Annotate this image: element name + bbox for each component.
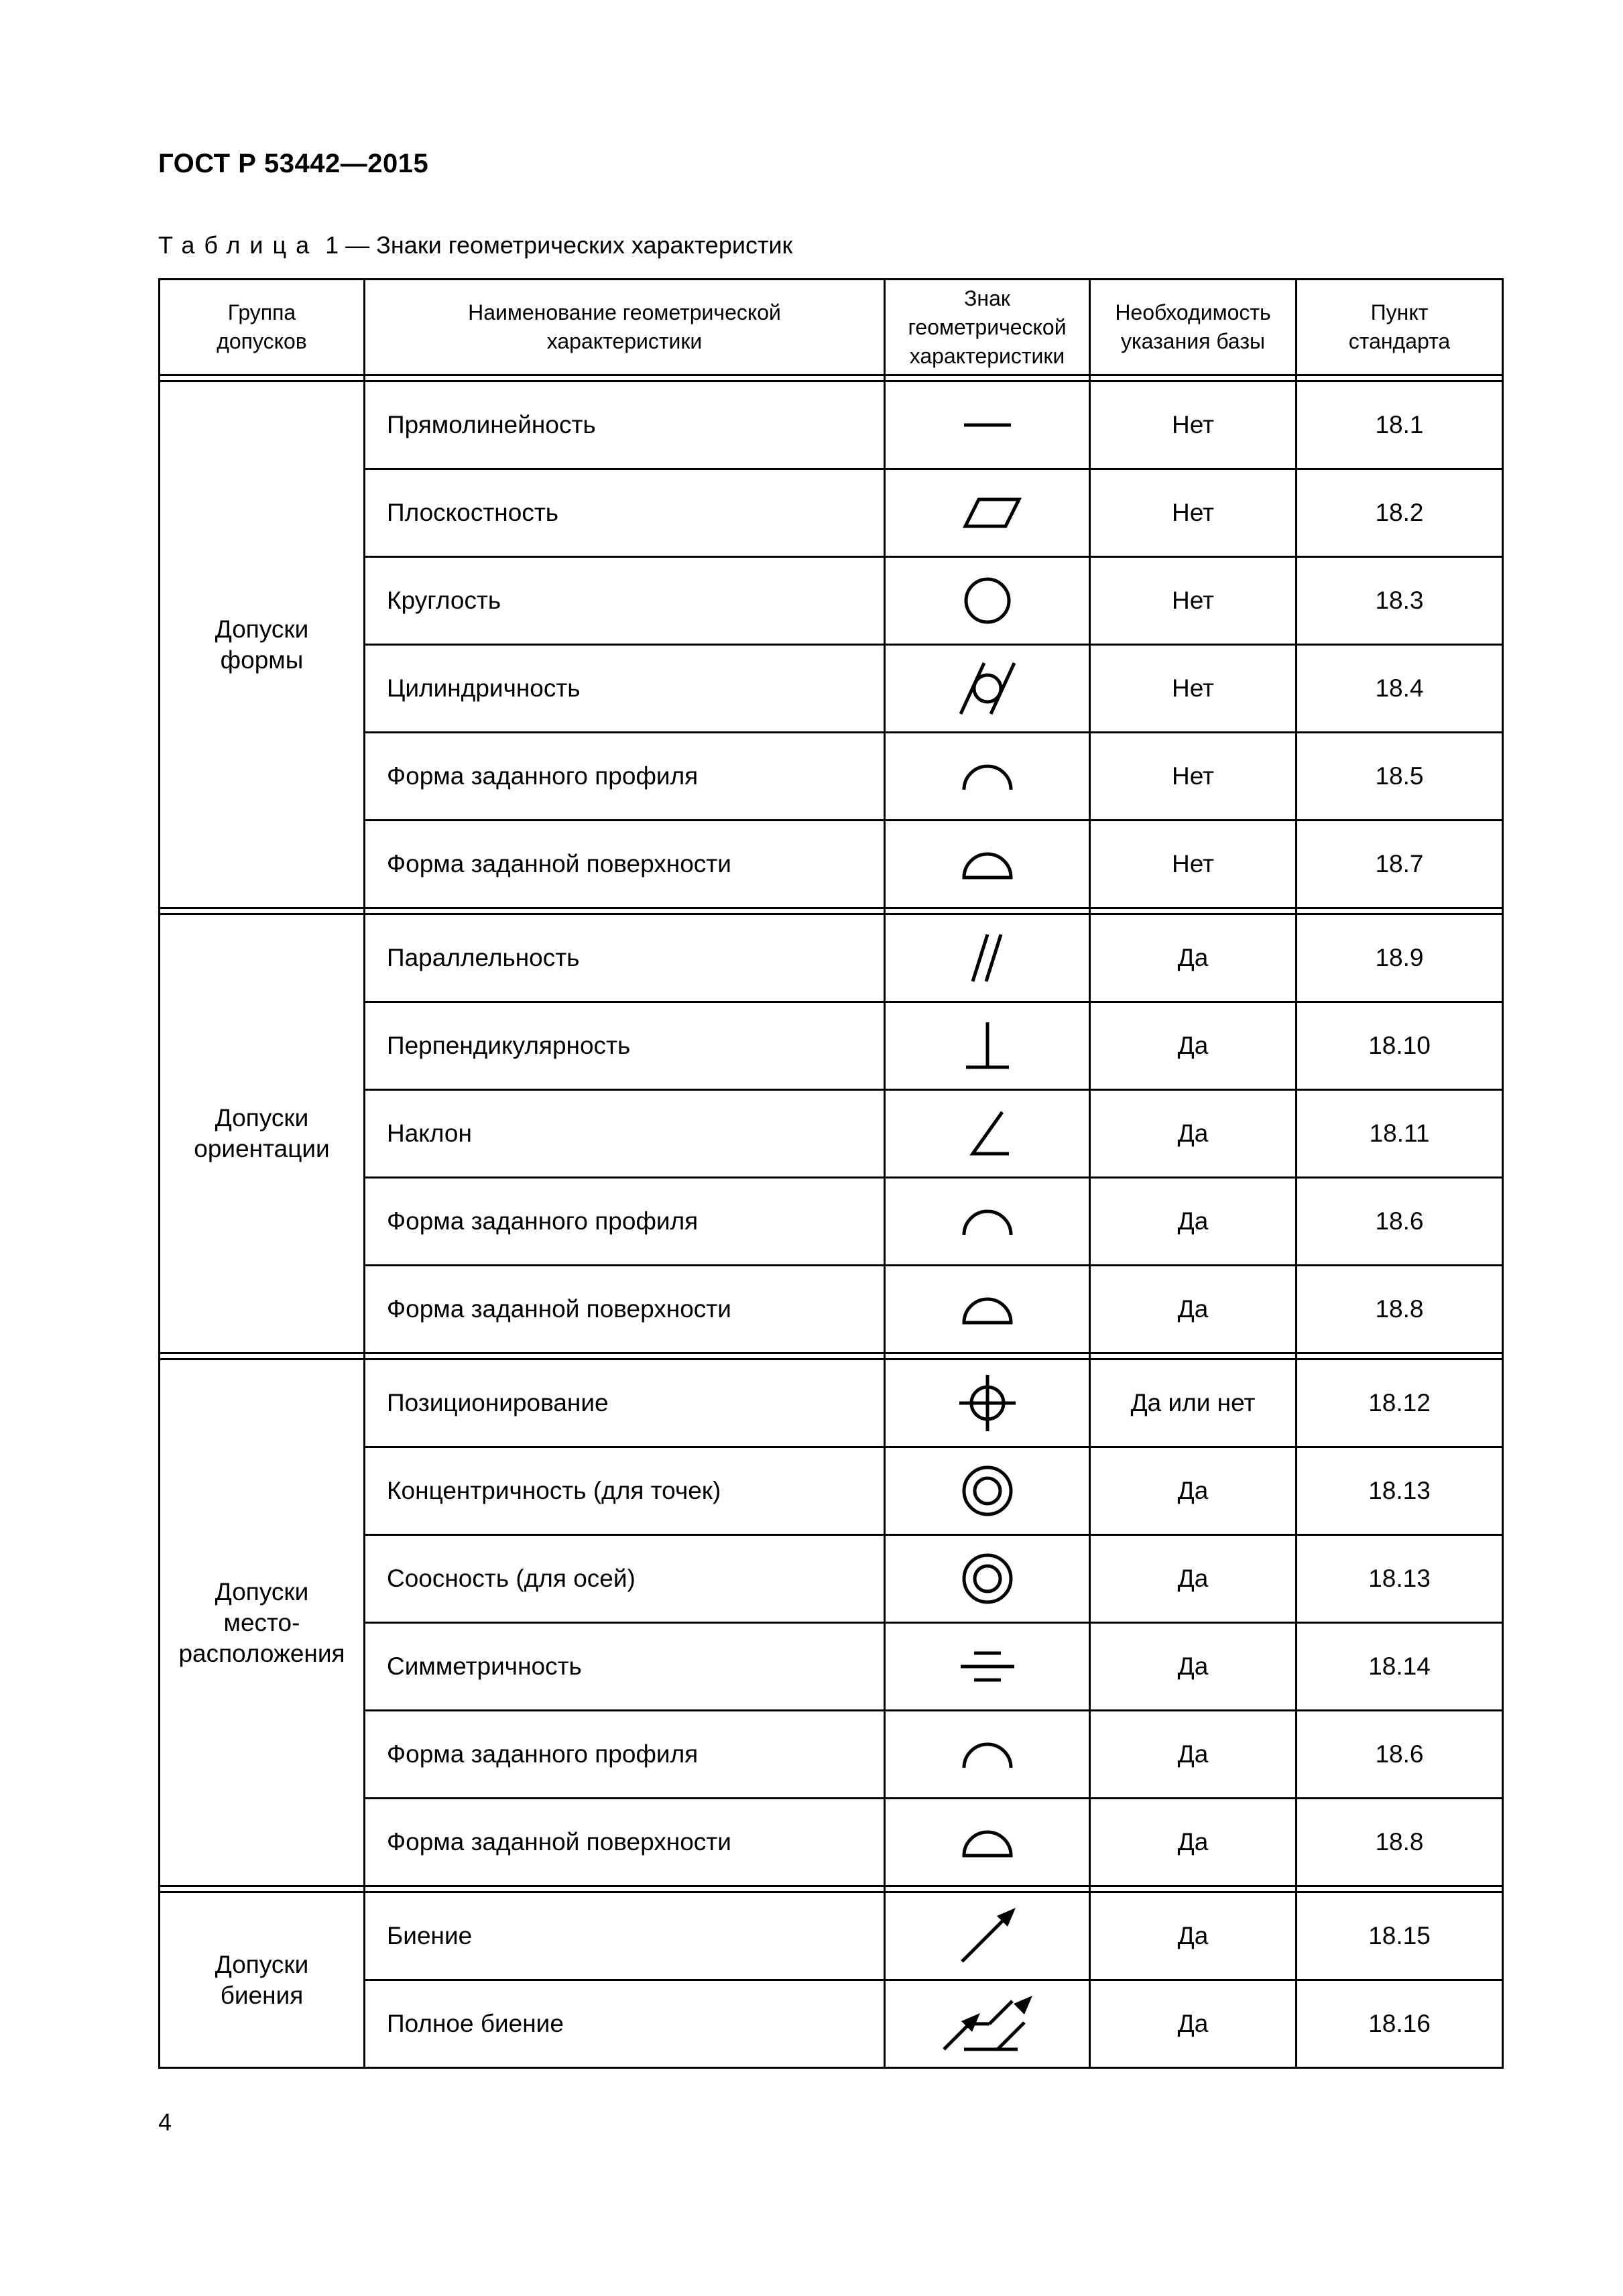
characteristic-name: Перпендикулярность <box>365 1002 885 1090</box>
group-cell <box>160 914 365 1353</box>
standard-clause: 18.16 <box>1297 1980 1503 2068</box>
profile-line-icon <box>886 1195 1089 1248</box>
group-separator <box>160 1353 1503 1360</box>
sign-cell <box>885 1980 1090 2068</box>
standard-clause: 18.13 <box>1297 1447 1503 1535</box>
characteristic-name: Круглость <box>365 557 885 645</box>
characteristic-name: Симметричность <box>365 1623 885 1711</box>
sign-cell <box>885 469 1090 557</box>
total-runout-icon <box>886 1990 1089 2057</box>
separator-cell <box>885 375 1090 381</box>
tolerance-signs-table <box>158 278 1504 2069</box>
separator-cell <box>365 908 885 914</box>
header-group-label: Группа допусков <box>217 300 307 353</box>
base-required: Да <box>1090 1799 1297 1886</box>
header-base <box>1090 280 1297 375</box>
symmetry-icon <box>886 1640 1089 1693</box>
profile-line-icon <box>886 1728 1089 1781</box>
standard-clause: 18.3 <box>1297 557 1503 645</box>
sign-cell <box>885 1360 1090 1447</box>
base-required: Нет <box>1090 381 1297 469</box>
characteristic-name: Форма заданного профиля <box>365 1711 885 1799</box>
profile-line-icon <box>886 749 1089 803</box>
standard-clause: 18.9 <box>1297 914 1503 1002</box>
base-required: Да или нет <box>1090 1360 1297 1447</box>
group-label: Допуски место-расположения <box>178 1577 345 1667</box>
sign-cell <box>885 1623 1090 1711</box>
group-label: Допуски биения <box>215 1950 309 2009</box>
characteristic-name: Плоскостность <box>365 469 885 557</box>
sign-cell <box>885 381 1090 469</box>
separator-cell <box>1297 908 1503 914</box>
table-caption-prefix: Таблица <box>158 231 319 259</box>
base-required: Нет <box>1090 645 1297 733</box>
group-separator <box>160 908 1503 914</box>
characteristic-name: Соосность (для осей) <box>365 1535 885 1623</box>
base-required: Да <box>1090 1178 1297 1266</box>
group-label: Допуски ориентации <box>194 1104 330 1162</box>
standard-clause: 18.6 <box>1297 1178 1503 1266</box>
separator-cell <box>1297 375 1503 381</box>
profile-surface-icon <box>886 1282 1089 1336</box>
parallelism-icon <box>886 931 1089 985</box>
base-required: Да <box>1090 1090 1297 1178</box>
concentricity-icon <box>886 1461 1089 1521</box>
sign-cell <box>885 1711 1090 1799</box>
standard-clause: 18.4 <box>1297 645 1503 733</box>
separator-cell <box>1090 908 1297 914</box>
sign-cell <box>885 1447 1090 1535</box>
base-required: Да <box>1090 1535 1297 1623</box>
separator-cell <box>160 375 365 381</box>
header-group <box>160 280 365 375</box>
standard-clause: 18.2 <box>1297 469 1503 557</box>
roundness-icon <box>886 574 1089 627</box>
table-row <box>160 1892 1503 1980</box>
table-row <box>160 381 1503 469</box>
header-sign-label: Знак геометрической характеристики <box>908 286 1067 368</box>
characteristic-name: Форма заданной поверхности <box>365 821 885 908</box>
table-row <box>160 1360 1503 1447</box>
base-required: Да <box>1090 914 1297 1002</box>
sign-cell <box>885 1535 1090 1623</box>
sign-cell <box>885 1178 1090 1266</box>
perpendicularity-icon <box>886 1019 1089 1073</box>
coaxiality-icon <box>886 1549 1089 1609</box>
profile-surface-icon <box>886 1815 1089 1869</box>
characteristic-name: Форма заданной поверхности <box>365 1799 885 1886</box>
separator-cell <box>885 1353 1090 1360</box>
table-row <box>160 914 1503 1002</box>
separator-cell <box>160 908 365 914</box>
group-cell <box>160 1892 365 2068</box>
standard-clause: 18.14 <box>1297 1623 1503 1711</box>
header-sign <box>885 280 1090 375</box>
separator-cell <box>160 1353 365 1360</box>
characteristic-name: Наклон <box>365 1090 885 1178</box>
characteristic-name: Прямолинейность <box>365 381 885 469</box>
runout-icon <box>886 1902 1089 1970</box>
standard-clause: 18.13 <box>1297 1535 1503 1623</box>
sign-cell <box>885 1892 1090 1980</box>
angularity-icon <box>886 1107 1089 1160</box>
separator-cell <box>1090 1886 1297 1892</box>
sign-cell <box>885 557 1090 645</box>
header-name <box>365 280 885 375</box>
sign-cell <box>885 1002 1090 1090</box>
characteristic-name: Цилиндричность <box>365 645 885 733</box>
sign-cell <box>885 1799 1090 1886</box>
profile-surface-icon <box>886 837 1089 891</box>
standard-clause: 18.5 <box>1297 733 1503 821</box>
group-cell <box>160 381 365 908</box>
base-required: Да <box>1090 1266 1297 1353</box>
characteristic-name: Концентричность (для точек) <box>365 1447 885 1535</box>
page-number: 4 <box>158 2108 172 2136</box>
separator-cell <box>1090 375 1297 381</box>
separator-cell <box>885 908 1090 914</box>
separator-cell <box>1297 1886 1503 1892</box>
table-caption <box>158 231 792 259</box>
base-required: Да <box>1090 1447 1297 1535</box>
group-separator <box>160 1886 1503 1892</box>
separator-cell <box>1297 1353 1503 1360</box>
table-caption-text: 1 — Знаки геометрических характеристик <box>318 231 793 259</box>
sign-cell <box>885 1266 1090 1353</box>
separator-cell <box>885 1886 1090 1892</box>
separator-cell <box>365 1886 885 1892</box>
straightness-icon <box>886 398 1089 452</box>
header-base-label: Необходимость указания базы <box>1115 300 1271 353</box>
separator-cell <box>365 1353 885 1360</box>
standard-clause: 18.6 <box>1297 1711 1503 1799</box>
group-label: Допуски формы <box>215 615 309 674</box>
sign-cell <box>885 1090 1090 1178</box>
characteristic-name: Позиционирование <box>365 1360 885 1447</box>
separator-cell <box>160 1886 365 1892</box>
base-required: Да <box>1090 1892 1297 1980</box>
standard-clause: 18.10 <box>1297 1002 1503 1090</box>
separator-cell <box>365 375 885 381</box>
standard-clause: 18.11 <box>1297 1090 1503 1178</box>
base-required: Нет <box>1090 821 1297 908</box>
base-required: Нет <box>1090 469 1297 557</box>
standard-clause: 18.1 <box>1297 381 1503 469</box>
sign-cell <box>885 733 1090 821</box>
characteristic-name: Параллельность <box>365 914 885 1002</box>
cylindricity-icon <box>886 662 1089 715</box>
base-required: Нет <box>1090 557 1297 645</box>
standard-clause: 18.8 <box>1297 1799 1503 1886</box>
document-header: ГОСТ Р 53442—2015 <box>158 149 429 178</box>
separator-cell <box>1090 1353 1297 1360</box>
sign-cell <box>885 914 1090 1002</box>
base-required: Да <box>1090 1623 1297 1711</box>
table-header-row <box>160 280 1503 375</box>
sign-cell <box>885 821 1090 908</box>
standard-clause: 18.8 <box>1297 1266 1503 1353</box>
standard-clause: 18.7 <box>1297 821 1503 908</box>
standard-clause: 18.15 <box>1297 1892 1503 1980</box>
sign-cell <box>885 645 1090 733</box>
characteristic-name: Форма заданного профиля <box>365 733 885 821</box>
header-clause <box>1297 280 1503 375</box>
characteristic-name: Форма заданной поверхности <box>365 1266 885 1353</box>
group-separator <box>160 375 1503 381</box>
table-body <box>160 375 1503 2068</box>
flatness-icon <box>886 486 1089 540</box>
base-required: Да <box>1090 1002 1297 1090</box>
group-cell <box>160 1360 365 1886</box>
base-required: Нет <box>1090 733 1297 821</box>
characteristic-name: Полное биение <box>365 1980 885 2068</box>
header-name-label: Наименование геометрической характеристики <box>468 300 781 353</box>
header-clause-label: Пункт стандарта <box>1348 300 1451 353</box>
standard-clause: 18.12 <box>1297 1360 1503 1447</box>
characteristic-name: Форма заданного профиля <box>365 1178 885 1266</box>
characteristic-name: Биение <box>365 1892 885 1980</box>
base-required: Да <box>1090 1711 1297 1799</box>
position-icon <box>886 1373 1089 1433</box>
base-required: Да <box>1090 1980 1297 2068</box>
